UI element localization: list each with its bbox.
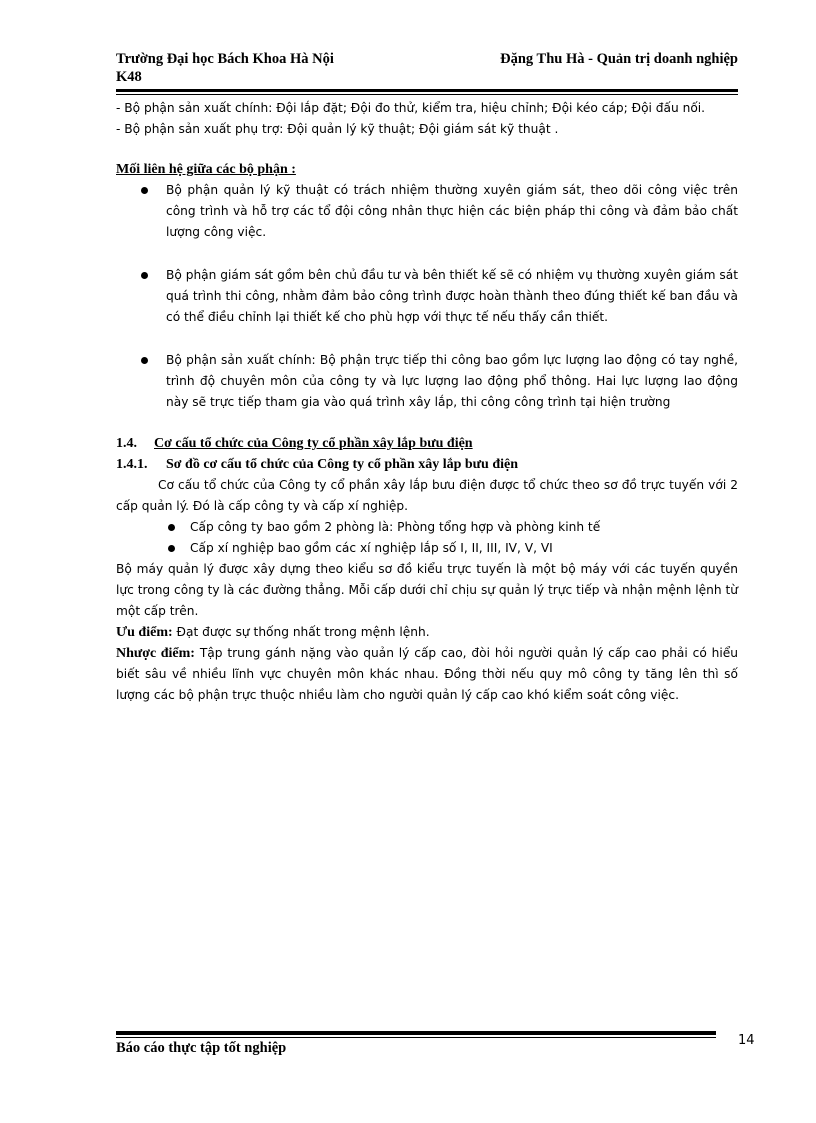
header-rule-thin (116, 94, 738, 95)
list-item: Bộ phận sản xuất chính: Bộ phận trực tiếp thi công bao gồm lực lượng lao động có tay nghề, trình độ chuyên môn của công ty và lực lượng lao động phổ thông. Hai lực lượng lao động này sẽ trực tiếp tham gia vào quá trình xây lắp, thi công công trình tại hiện trường (116, 350, 738, 413)
header-school: Trường Đại học Bách Khoa Hà Nội (116, 51, 334, 67)
list-item: Cấp công ty bao gồm 2 phòng là: Phòng tổng hợp và phòng kinh tế (116, 517, 738, 538)
header-class: K48 (116, 69, 142, 85)
paragraph: Bộ máy quản lý được xây dựng theo kiểu sơ đồ kiểu trực tuyến là một bộ máy với các tuyến quyền lực trong công ty là các đường thẳng. Mỗi cấp dưới chỉ chịu sự quản lý trực tiếp và nhận mệnh lệnh từ một cấp trên. (116, 562, 738, 618)
footer-title: Báo cáo thực tập tốt nghiệp (116, 1040, 287, 1056)
intro-line: - Bộ phận sản xuất phụ trợ: Đội quản lý kỹ thuật; Đội giám sát kỹ thuật . (116, 122, 559, 136)
disadvantage-paragraph: Nhược điểm: Tập trung gánh nặng vào quản lý cấp cao, đòi hỏi người quản lý cấp cao phải có hiểu biết sâu về nhiều lĩnh vực chuyên môn khác nhau. Đồng thời nếu quy mô công ty tăng lên thì số lượng các bộ phận trực thuộc nhiều làm cho người quản lý cấp cao khó kiểm soát công việc. (116, 646, 739, 702)
page-number: 14 (738, 1033, 755, 1048)
bullet-icon (141, 357, 148, 364)
subsection-heading: 1.4.1. Sơ đồ cơ cấu tổ chức của Công ty cổ phần xây lắp bưu điện (116, 457, 519, 472)
section-heading: 1.4. Cơ cấu tổ chức của Công ty cổ phần xây lắp bưu điện (116, 436, 473, 451)
header-rule (116, 89, 738, 92)
page-content (116, 98, 738, 706)
intro-line: - Bộ phận sản xuất chính: Đội lắp đặt; Đội đo thử, kiểm tra, hiệu chỉnh; Đội kéo cáp; Đội đấu nối. (116, 101, 706, 115)
level-list (116, 517, 738, 559)
list-item: Bộ phận giám sát gồm bên chủ đầu tư và bên thiết kế sẽ có nhiệm vụ thường xuyên giám sát quá trình thi công, nhằm đảm bảo công trình được hoàn thành theo đúng thiết kế ban đầu và có thể điều chỉnh lại thiết kế cho phù hợp với thực tế nếu thấy cần thiết. (116, 265, 738, 328)
list-item: Bộ phận quản lý kỹ thuật có trách nhiệm thường xuyên giám sát, theo dõi công việc trên công trình và hỗ trợ các tổ đội công nhân thực hiện các biện pháp thi công và đảm bảo chất lượng công việc. (116, 180, 738, 243)
advantage-paragraph: Ưu điểm: Đạt được sự thống nhất trong mệnh lệnh. (116, 625, 430, 640)
footer-rule-thin (116, 1037, 716, 1038)
relation-list (116, 180, 738, 413)
bullet-icon (141, 272, 148, 279)
paragraph: Cơ cấu tổ chức của Công ty cổ phần xây lắp bưu điện được tổ chức theo sơ đồ trực tuyến với 2 cấp quản lý. Đó là cấp công ty và cấp xí nghiệp. (116, 478, 738, 513)
relation-title: Mối liên hệ giữa các bộ phận : (116, 162, 296, 177)
bullet-icon (168, 524, 175, 531)
list-item: Cấp xí nghiệp bao gồm các xí nghiệp lắp số I, II, III, IV, V, VI (116, 538, 738, 559)
bullet-icon (141, 187, 148, 194)
footer-rule (116, 1031, 716, 1035)
header-author: Đặng Thu Hà - Quản trị doanh nghiệp (500, 51, 738, 67)
bullet-icon (168, 545, 175, 552)
